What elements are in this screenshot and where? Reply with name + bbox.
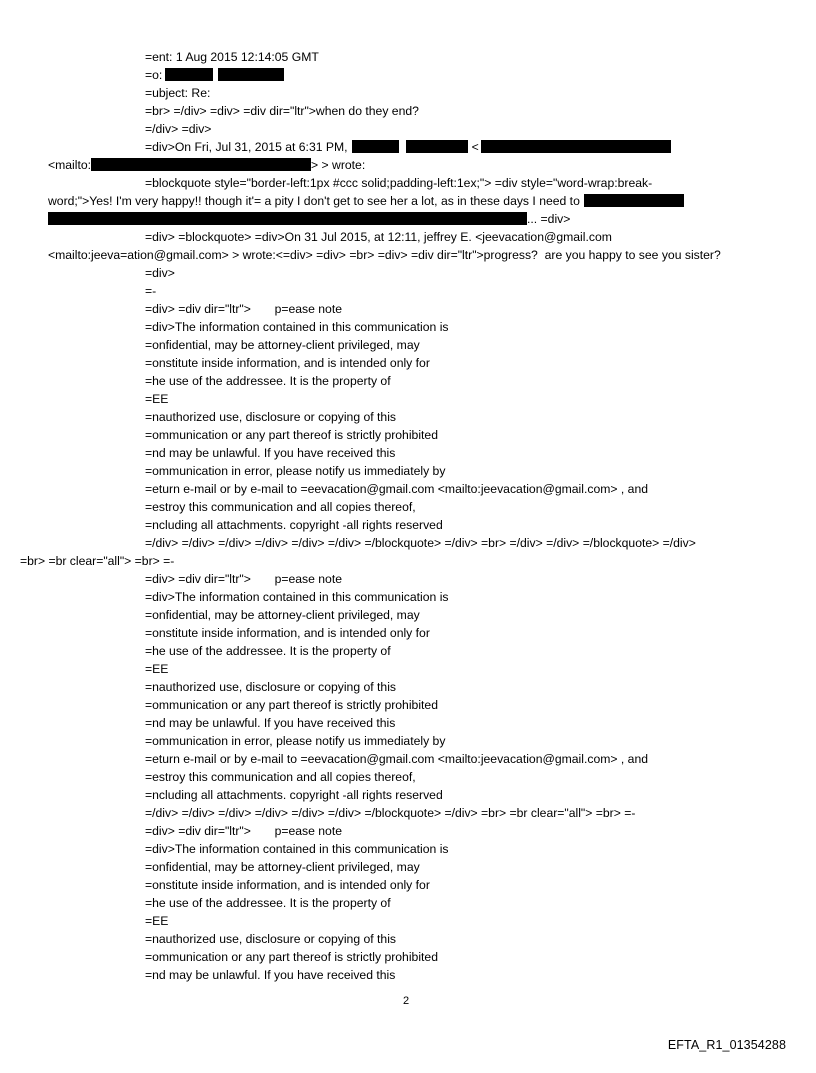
- redaction-block: [91, 158, 311, 171]
- bates-number: EFTA_R1_01354288: [667, 1038, 786, 1052]
- body-line: <mailto:jeeva=ation@gmail.com> > wrote:<=div> =div> =br> =div> =div dir="ltr">progress? are you happy to see you sister?: [48, 248, 721, 262]
- to-line: [145, 68, 284, 83]
- disclaimer-line: =EE: [145, 392, 169, 406]
- disclaimer-line: =eturn e-mail or by e-mail to =eevacation@gmail.com <mailto:jeevacation@gmail.com> , and: [145, 482, 648, 496]
- ellipsis-line: ... =div>: [48, 212, 570, 227]
- disclaimer-line: =eturn e-mail or by e-mail to =eevacation@gmail.com <mailto:jeevacation@gmail.com> , and: [145, 752, 648, 766]
- yes-line: word;">Yes! I'm very happy!! though it'= a pity I don't get to see her a lot, as in these days I need to: [48, 194, 684, 209]
- redaction-block: [48, 212, 527, 225]
- body-line: =br> =br clear="all"> =br> =-: [20, 554, 175, 568]
- body-line: =div> =blockquote> =div>On 31 Jul 2015, at 12:11, jeffrey E. <jeevacation@gmail.com: [145, 230, 612, 244]
- disclaimer-line: =onfidential, may be attorney-client privileged, may: [145, 608, 420, 622]
- disclaimer-line: =div> =div dir="ltr"> p=ease note: [145, 824, 342, 838]
- disclaimer-line: =/div> =/div> =/div> =/div> =/div> =/div> =/blockquote> =/div> =br> =br clear="all"> =br> =-: [145, 806, 636, 820]
- to-label: =o:: [145, 68, 163, 82]
- redaction-block: [352, 140, 399, 153]
- subject-line: =ubject: Re:: [145, 86, 211, 100]
- disclaimer-line: =EE: [145, 662, 169, 676]
- disclaimer-line: =onfidential, may be attorney-client privileged, may: [145, 860, 420, 874]
- redaction-block: [481, 140, 671, 153]
- disclaimer-line: =ncluding all attachments. copyright -all rights reserved: [145, 518, 443, 532]
- disclaimer-line: =ommunication or any part thereof is strictly prohibited: [145, 428, 438, 442]
- disclaimer-line: =he use of the addressee. It is the property of: [145, 374, 391, 388]
- body-line: =blockquote style="border-left:1px #ccc solid;padding-left:1ex;"> =div style="word-wrap:break-: [145, 176, 653, 190]
- disclaimer-line: =div> =div dir="ltr"> p=ease note: [145, 572, 342, 586]
- disclaimer-line: =nauthorized use, disclosure or copying of this: [145, 410, 397, 424]
- disclaimer-line: =nauthorized use, disclosure or copying of this: [145, 680, 397, 694]
- redaction-block: [218, 68, 284, 81]
- disclaimer-line: =onfidential, may be attorney-client privileged, may: [145, 338, 420, 352]
- body-line: =br> =/div> =div> =div dir="ltr">when do they end?: [145, 104, 419, 118]
- disclaimer-line: =ommunication or any part thereof is strictly prohibited: [145, 950, 438, 964]
- body-line: =/div> =div>: [145, 122, 212, 136]
- disclaimer-line: =he use of the addressee. It is the property of: [145, 896, 391, 910]
- disclaimer-line: =div>The information contained in this communication is: [145, 842, 449, 856]
- body-line: =div>: [145, 266, 175, 280]
- mailto-line: <mailto: > > wrote:: [48, 158, 366, 172]
- disclaimer-line: =nd may be unlawful. If you have received this: [145, 446, 396, 460]
- disclaimer-line: =div> =div dir="ltr"> p=ease note: [145, 302, 342, 316]
- redaction-block: [165, 68, 213, 81]
- disclaimer-line: =onstitute inside information, and is intended only for: [145, 878, 430, 892]
- disclaimer-line: =ommunication or any part thereof is strictly prohibited: [145, 698, 438, 712]
- disclaimer-line: =nd may be unlawful. If you have received this: [145, 968, 396, 982]
- disclaimer-line: =estroy this communication and all copies thereof,: [145, 500, 416, 514]
- disclaimer-line: =ncluding all attachments. copyright -all rights reserved: [145, 788, 443, 802]
- disclaimer-line: =/div> =/div> =/div> =/div> =/div> =/div> =/blockquote> =/div> =br> =/div> =/div> =/blockquote> =/div>: [145, 536, 696, 550]
- redaction-block: [406, 140, 468, 153]
- body-line: =-: [145, 284, 157, 298]
- sent-line: =ent: 1 Aug 2015 12:14:05 GMT: [145, 50, 319, 64]
- page-number: 2: [403, 995, 410, 1007]
- disclaimer-line: =div>The information contained in this communication is: [145, 590, 449, 604]
- disclaimer-line: =onstitute inside information, and is intended only for: [145, 356, 430, 370]
- disclaimer-line: =EE: [145, 914, 169, 928]
- disclaimer-line: =nd may be unlawful. If you have received this: [145, 716, 396, 730]
- disclaimer-line: =nauthorized use, disclosure or copying of this: [145, 932, 397, 946]
- disclaimer-line: =div>The information contained in this communication is: [145, 320, 449, 334]
- disclaimer-line: =ommunication in error, please notify us immediately by: [145, 734, 446, 748]
- disclaimer-line: =onstitute inside information, and is intended only for: [145, 626, 430, 640]
- on-fri-line: =div>On Fri, Jul 31, 2015 at 6:31 PM, <: [145, 140, 671, 155]
- disclaimer-line: =he use of the addressee. It is the property of: [145, 644, 391, 658]
- redaction-block: [584, 194, 684, 207]
- disclaimer-line: =estroy this communication and all copies thereof,: [145, 770, 416, 784]
- disclaimer-line: =ommunication in error, please notify us immediately by: [145, 464, 446, 478]
